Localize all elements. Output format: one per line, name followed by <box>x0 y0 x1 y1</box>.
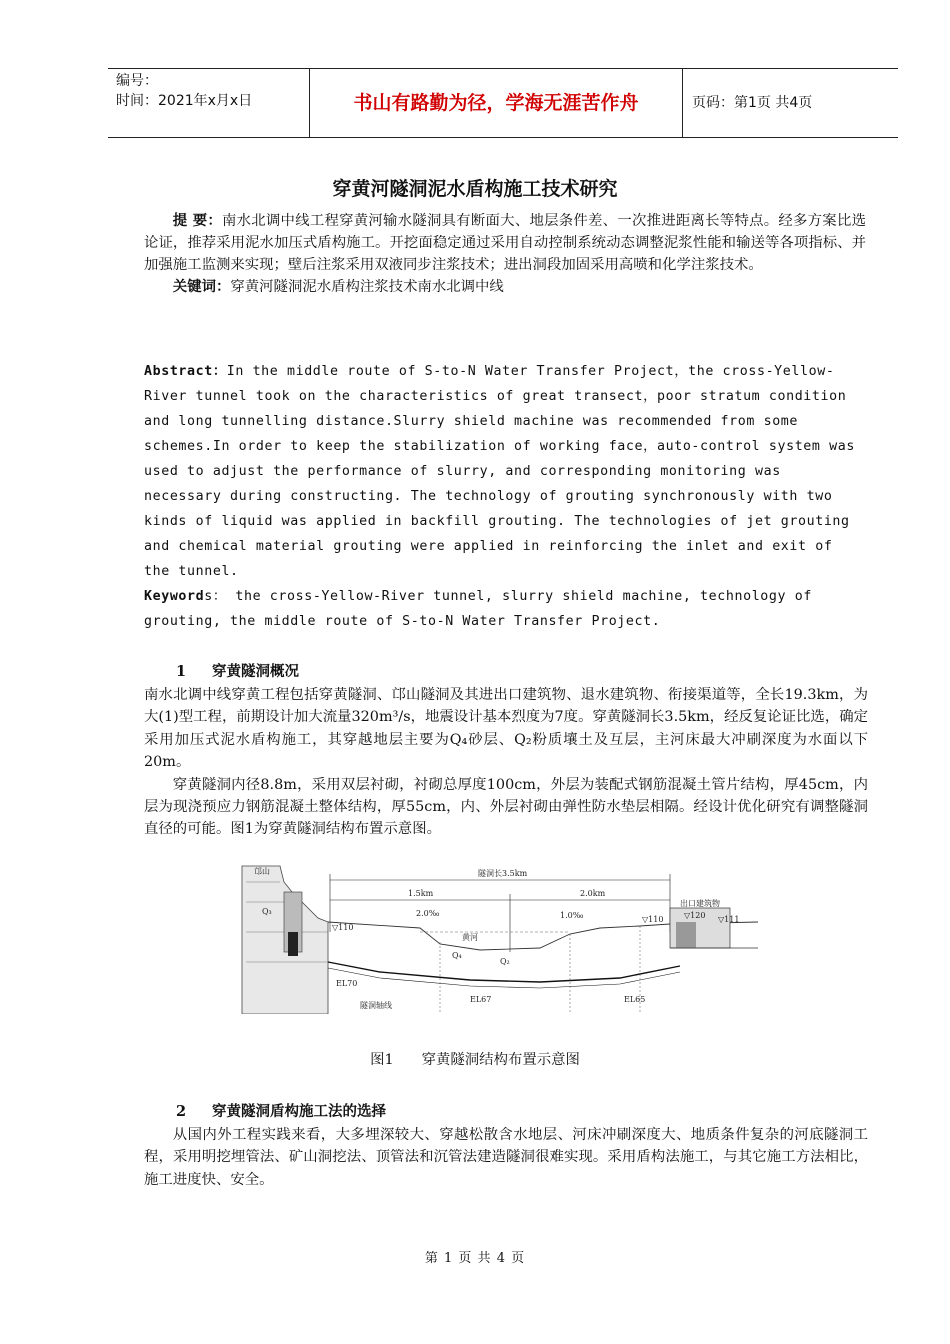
keywords-cn-label: 关键词： <box>172 278 231 295</box>
figure-label-slope-2: 1.0‰ <box>560 911 584 920</box>
paragraph: 穿黄隧洞内径8.8m，采用双层衬砌，衬砌总厚度100cm，外层为装配式钢筋混凝土管片结构，厚45cm，内层为现浇预应力钢筋混凝土整体结构，厚55cm，内、外层衬砌由弹性防水垫层相隔。经设计优化研究有调整隧洞直径的可能。图1为穿黄隧洞结构布置示意图。 <box>144 776 868 838</box>
figure-caption-text: 穿黄隧洞结构布置示意图 <box>421 1052 580 1068</box>
figure-label-elev-110: ▽110 <box>332 923 354 932</box>
header-meta <box>116 71 306 111</box>
figure-label-elev-111: ▽111 <box>718 915 740 924</box>
keywords-en-label-suffix: s： <box>204 589 227 604</box>
section-number: 1 <box>176 663 187 680</box>
figure-label-q4: Q₄ <box>452 951 462 960</box>
abstract-cn-label: 提 要： <box>172 212 222 229</box>
document-number-label: 编号： <box>116 73 158 89</box>
figure-label-el65: EL65 <box>624 995 646 1004</box>
figure-label-slope-1: 2.0‰ <box>416 909 440 918</box>
figure-caption-number: 图1 <box>370 1052 394 1068</box>
figure-label-1-5km: 1.5km <box>408 889 434 898</box>
header-divider <box>682 69 683 137</box>
paragraph: 南水北调中线穿黄工程包括穿黄隧洞、邙山隧洞及其进出口建筑物、退水建筑物、衔接渠道等，全长19.3km，为大(1)型工程，前期设计加大流量320m³/s，地震设计基本烈度为7度。穿黄隧洞长3.5km，经反复论证比选，确定采用加压式泥水盾构施工，其穿越地层主要为Q₄砂层、Q₂粉质壤土及互层，主河床最大冲刷深度为水面以下20m。 <box>144 687 868 771</box>
figure-label-q3: Q₃ <box>262 907 272 916</box>
tunnel-layout-figure <box>240 862 760 1014</box>
abstract-en-label: Abstract： <box>144 364 227 379</box>
abstract-cn <box>144 210 866 298</box>
section-title: 穿黄隧洞盾构施工法的选择 <box>212 1103 386 1120</box>
figure-label-length: 隧洞长3.5km <box>478 869 528 878</box>
figure-label-elev-120: ▽120 <box>684 911 706 920</box>
figure-label-axis: 隧洞轴线 <box>360 1001 392 1010</box>
figure-label-river: 黄河 <box>462 933 478 942</box>
keywords-en-label: Keyword <box>144 589 205 604</box>
section-heading-1 <box>176 660 299 681</box>
header-motto: 书山有路勤为径，学海无涯苦作舟 <box>353 92 639 114</box>
section-number: 2 <box>176 1103 187 1120</box>
figure-label-outlet: 出口建筑物 <box>680 899 720 908</box>
figure-label-elev-110: ▽110 <box>642 915 664 924</box>
section-1-body <box>144 684 868 841</box>
keywords-en: the cross-Yellow-River tunnel, slurry shield machine, technology of grouting, the middle route of S-to-N Water Transfer Project. <box>144 589 812 629</box>
figure-label-el70: EL70 <box>336 979 358 988</box>
abstract-en <box>144 359 866 634</box>
section-heading-2 <box>176 1100 386 1121</box>
figure-label-el67: EL67 <box>470 995 492 1004</box>
keywords-cn: 穿黄河隧洞泥水盾构注浆技术南水北调中线 <box>230 279 504 295</box>
section-title: 穿黄隧洞概况 <box>212 663 299 680</box>
abstract-cn-text: 南水北调中线工程穿黄河输水隧洞具有断面大、地层条件差、一次推进距离长等特点。经多方案比选论证，推荐采用泥水加压式盾构施工。开挖面稳定通过采用自动控制系统动态调整泥浆性能和输送等各项指标、并加强施工监测来实现；壁后注浆采用双液同步注浆技术；进出洞段加固采用高喷和化学注浆技术。 <box>144 213 866 273</box>
figure-label-q2: Q₂ <box>500 957 510 966</box>
paper-title: 穿黄河隧洞泥水盾构施工技术研究 <box>332 178 618 200</box>
page-header <box>108 68 898 138</box>
figure-label-2-0km: 2.0km <box>580 889 606 898</box>
abstract-en-text: In the middle route of S-to-N Water Transfer Project，the cross-Yellow-River tunnel took on the characteristics of great transect，poor stratum condition and long tunnelling distance.Slurry shield machine was recommended from some schemes.In order to keep the stabilization of working face，auto-control system was used to adjust the performance of slurry, and corresponding monitoring was necessary during constructing. The technology of grouting synchronously with two kinds of liquid was applied in backfill grouting. The technologies of jet grouting and chemical material grouting were applied in reinforcing the inlet and exit of the tunnel. <box>144 364 855 579</box>
figure-label-mangshan: 邙山 <box>254 867 270 876</box>
document-date-label: 时间：2021年x月x日 <box>116 93 253 109</box>
figure-caption <box>0 1048 950 1069</box>
page-footer: 第 1 页 共 4 页 <box>424 1251 526 1266</box>
header-page-count: 页码：第1页 共4页 <box>692 95 813 111</box>
section-2-body: 从国内外工程实践来看，大多埋深较大、穿越松散含水地层、河床冲刷深度大、地质条件复杂的河底隧洞工程，采用明挖埋管法、矿山洞挖法、顶管法和沉管法建造隧洞很难实现。采用盾构法施工，与其它施工方法相比，施工进度快、安全。 <box>144 1127 868 1188</box>
